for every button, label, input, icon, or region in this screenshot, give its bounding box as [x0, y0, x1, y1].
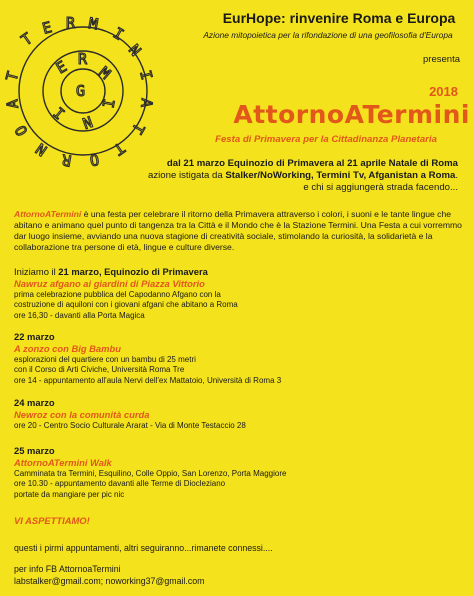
event-name: Newroz con la comunità curda: [14, 409, 150, 420]
event-name: AttornoATermini Walk: [14, 457, 112, 468]
svg-text:T: T: [128, 120, 149, 137]
presenta-label: presenta: [423, 54, 460, 65]
event-date: 24 marzo: [14, 397, 55, 408]
svg-text:I: I: [110, 23, 127, 44]
intro-text: è una festa per celebrare il ritorno della Primavera attraverso i colori, i suoni e le tante lingue che abitano e animano quel punto di tangenza tra la Città e il Mondo che è la Stazione Termini. Una Festa a cui vorremmo dar luogo insieme, avviando una nuova stagione di creatività sociale, stimolando la curiosità, la solidarietà e la collaborazione tra persone di età, lingue e culture diverse.: [14, 209, 462, 252]
svg-text:E: E: [53, 57, 70, 78]
svg-text:T: T: [2, 69, 23, 84]
svg-text:A: A: [137, 97, 156, 109]
svg-text:T: T: [17, 29, 36, 50]
date-range: dal 21 marzo Equinozio di Primavera al 21 aprile Natale di Roma: [166, 158, 458, 169]
spiral-logo-icon: [2, 14, 158, 170]
intro-highlight: AttornoATermini: [14, 209, 82, 219]
event-detail: ore 10.30 - appuntamento davanti alle Terme di Diocleziano: [14, 479, 226, 489]
closing-invite: VI ASPETTIAMO!: [14, 515, 90, 526]
svg-text:O: O: [88, 150, 101, 170]
closing-note: questi i pirmi appuntamenti, altri seguiranno...rimanete connessi....: [14, 543, 273, 553]
event-name: Nawruz afgano ai giardini di Piazza Vittorio: [14, 278, 205, 289]
event-detail: con il Corso di Arti Civiche, Università Roma Tre: [14, 365, 185, 375]
event-tagline: Festa di Primavera per la Cittadinanza Planetaria: [215, 134, 437, 145]
svg-text:R: R: [60, 150, 73, 170]
svg-text:R: R: [66, 14, 76, 32]
date-line-1: [148, 158, 458, 170]
event-detail: Camminata tra Termini, Esquilino, Colle Oppio, San Lorenzo, Porta Maggiore: [14, 469, 287, 478]
event-item: [14, 331, 464, 386]
svg-text:R: R: [78, 50, 88, 68]
date-line-2: [148, 170, 458, 182]
svg-text:N: N: [80, 112, 95, 133]
event-date-text: 21 marzo, Equinozio di Primavera: [58, 266, 208, 277]
event-date-prefix: Iniziamo il: [14, 266, 59, 277]
info-emails: labstalker@gmail.com; noworking37@gmail.com: [14, 576, 205, 586]
date-block: [148, 158, 458, 194]
header-title: EurHope: rinvenire Roma e Europa: [222, 10, 456, 26]
event-name: A zonzo con Big Bambu: [14, 343, 121, 354]
event-date: [14, 266, 464, 278]
event-item: [14, 445, 464, 500]
svg-text:A: A: [3, 98, 22, 110]
svg-text:I: I: [136, 68, 156, 82]
event-detail: esplorazioni del quartiere con un bambu di 25 metri: [14, 355, 196, 364]
svg-text:T: T: [110, 138, 129, 159]
organizers-suffix: .: [455, 170, 458, 181]
event-date: 22 marzo: [14, 331, 55, 342]
header-subtitle: Azione mitopoietica per la rifondazione di una geofilosofia d'Europa: [203, 30, 453, 40]
organizers-prefix: azione istigata da: [148, 170, 226, 181]
svg-text:G: G: [76, 82, 86, 100]
organizers: Stalker/NoWorking, Termini Tv, Afganistan a Roma: [225, 170, 456, 181]
svg-text:I: I: [98, 97, 118, 110]
svg-text:I: I: [50, 103, 69, 123]
event-date: 25 marzo: [14, 445, 55, 456]
event-detail: ore 14 - appuntamento all'aula Nervi dell'ex Mattatoio, Università di Roma 3: [14, 375, 282, 385]
event-item: [14, 266, 464, 321]
svg-text:M: M: [87, 14, 100, 34]
intro-paragraph: [14, 209, 464, 253]
event-detail: ore 16,30 - davanti alla Porta Magica: [14, 310, 145, 320]
event-detail: ore 20 - Centro Socio Culturale Ararat - Via di Monte Testaccio 28: [14, 421, 246, 430]
event-detail: costruzione di aquiloni con i giovani afgani che abitano a Roma: [14, 300, 238, 310]
svg-text:O: O: [11, 122, 32, 139]
event-detail: prima celebrazione pubblica del Capodanno Afgano con la: [14, 290, 221, 299]
info-facebook: per info FB AttornoaTermini: [14, 564, 121, 574]
date-line-3: e chi si aggiungerà strada facendo...: [303, 182, 458, 193]
svg-text:M: M: [95, 63, 114, 83]
event-detail: portate da mangiare per pic nic: [14, 489, 125, 499]
year-label: 2018: [429, 84, 458, 99]
event-item: [14, 397, 464, 431]
event-title: AttornoATermini: [233, 100, 470, 129]
svg-text:E: E: [40, 18, 54, 38]
svg-text:N: N: [32, 139, 51, 160]
svg-text:N: N: [124, 41, 145, 60]
